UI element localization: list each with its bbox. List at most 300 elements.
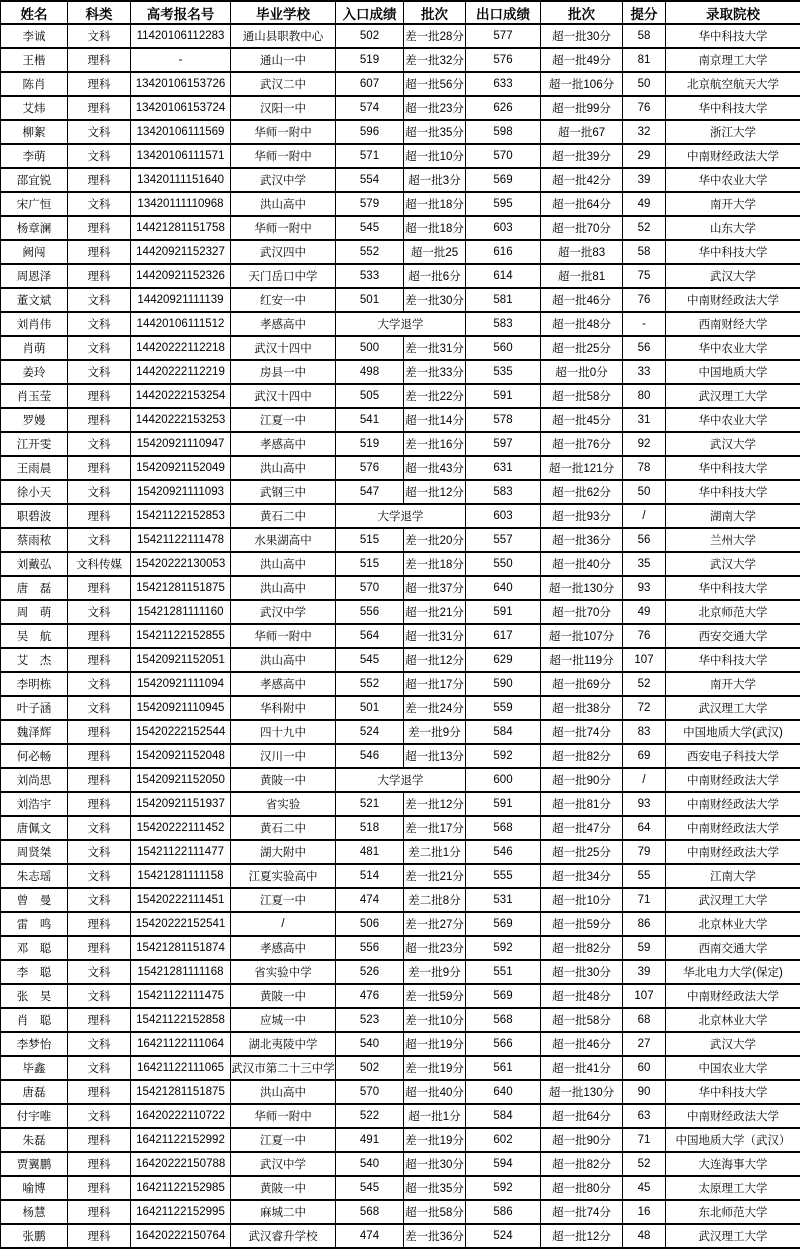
- cell-name: 朱磊: [1, 1128, 68, 1152]
- cell-exit_batch: 超一批67: [541, 120, 623, 144]
- cell-name: 肖玉莹: [1, 384, 68, 408]
- table-row: [1, 552, 800, 576]
- cell-exit_score: 531: [466, 888, 541, 912]
- cell-school: 华师一附中: [231, 144, 336, 168]
- cell-entry_score: 523: [336, 1008, 404, 1032]
- cell-entry_score: 568: [336, 1200, 404, 1224]
- cell-entry_batch: 差一批17分: [404, 816, 466, 840]
- cell-gain: 93: [623, 792, 666, 816]
- cell-school: 通山县职教中心: [231, 24, 336, 48]
- cell-exit_batch: 超一批82分: [541, 744, 623, 768]
- cell-exit_batch: 超一批76分: [541, 432, 623, 456]
- table-row: [1, 1032, 800, 1056]
- cell-exit_score: 550: [466, 552, 541, 576]
- cell-entry_batch: 超一批19分: [404, 1032, 466, 1056]
- cell-exit_score: 629: [466, 648, 541, 672]
- cell-gain: 48: [623, 1224, 666, 1248]
- cell-name: 肖萌: [1, 336, 68, 360]
- cell-exit_score: 626: [466, 96, 541, 120]
- cell-name: 蔡雨秾: [1, 528, 68, 552]
- cell-category: 文科: [68, 312, 131, 336]
- table-row: [1, 120, 800, 144]
- cell-name: 周恩泽: [1, 264, 68, 288]
- cell-exit_batch: 超一批47分: [541, 816, 623, 840]
- cell-gain: 49: [623, 192, 666, 216]
- cell-category: 理科: [68, 624, 131, 648]
- cell-exit_batch: 超一批64分: [541, 192, 623, 216]
- table-row: [1, 408, 800, 432]
- cell-gain: 50: [623, 480, 666, 504]
- cell-exit_batch: 超一批82分: [541, 936, 623, 960]
- cell-gain: 107: [623, 648, 666, 672]
- cell-exam_id: 13420111110968: [131, 192, 231, 216]
- cell-school: 孝感高中: [231, 672, 336, 696]
- cell-school: 孝感高中: [231, 312, 336, 336]
- cell-entry_score: 519: [336, 432, 404, 456]
- cell-exam_id: 15421281151874: [131, 936, 231, 960]
- cell-school: 水果湖高中: [231, 528, 336, 552]
- cell-category: 文科: [68, 816, 131, 840]
- cell-name: 张 昊: [1, 984, 68, 1008]
- cell-college: 武汉理工大学: [666, 696, 800, 720]
- cell-entry_score: 501: [336, 288, 404, 312]
- cell-college: 太原理工大学: [666, 1176, 800, 1200]
- cell-gain: 56: [623, 528, 666, 552]
- cell-exit_score: 551: [466, 960, 541, 984]
- cell-name: 艾炜: [1, 96, 68, 120]
- cell-exit_batch: 超一批59分: [541, 912, 623, 936]
- cell-category: 理科: [68, 1008, 131, 1032]
- cell-merged-entry_score: 大学退学: [336, 768, 466, 792]
- cell-exit_score: 569: [466, 912, 541, 936]
- cell-exit_score: 640: [466, 1080, 541, 1104]
- cell-exit_score: 616: [466, 240, 541, 264]
- cell-exit_batch: 超一批46分: [541, 1032, 623, 1056]
- table-row: [1, 1224, 800, 1248]
- cell-category: 理科: [68, 648, 131, 672]
- table-row: [1, 792, 800, 816]
- cell-gain: 92: [623, 432, 666, 456]
- cell-exit_batch: 超一批12分: [541, 1224, 623, 1248]
- cell-exam_id: 15420921152048: [131, 744, 231, 768]
- cell-exit_batch: 超一批130分: [541, 1080, 623, 1104]
- cell-college: 北京林业大学: [666, 1008, 800, 1032]
- cell-school: 武汉中学: [231, 168, 336, 192]
- table-row: [1, 168, 800, 192]
- cell-exam_id: 15421122152855: [131, 624, 231, 648]
- cell-name: 罗嫚: [1, 408, 68, 432]
- cell-gain: -: [623, 312, 666, 336]
- cell-entry_score: 574: [336, 96, 404, 120]
- cell-college: 兰州大学: [666, 528, 800, 552]
- cell-gain: 86: [623, 912, 666, 936]
- cell-college: 华中科技大学: [666, 456, 800, 480]
- cell-entry_score: 576: [336, 456, 404, 480]
- cell-exit_batch: 超一批74分: [541, 1200, 623, 1224]
- cell-entry_batch: 差一批18分: [404, 552, 466, 576]
- cell-college: 武汉大学: [666, 552, 800, 576]
- cell-category: 理科: [68, 936, 131, 960]
- cell-entry_score: 502: [336, 24, 404, 48]
- cell-exit_score: 566: [466, 1032, 541, 1056]
- cell-exit_batch: 超一批83: [541, 240, 623, 264]
- cell-entry_batch: 差一批33分: [404, 360, 466, 384]
- cell-gain: 64: [623, 816, 666, 840]
- cell-exit_score: 633: [466, 72, 541, 96]
- table-row: [1, 72, 800, 96]
- cell-name: 职碧波: [1, 504, 68, 528]
- cell-exit_batch: 超一批48分: [541, 312, 623, 336]
- cell-entry_score: 481: [336, 840, 404, 864]
- cell-category: 理科: [68, 1080, 131, 1104]
- cell-college: 西安电子科技大学: [666, 744, 800, 768]
- cell-exit_score: 583: [466, 312, 541, 336]
- cell-entry_batch: 差一批9分: [404, 960, 466, 984]
- cell-school: 江夏一中: [231, 1128, 336, 1152]
- cell-exit_score: 546: [466, 840, 541, 864]
- cell-school: 四十九中: [231, 720, 336, 744]
- cell-exit_batch: 超一批70分: [541, 216, 623, 240]
- table-row: [1, 840, 800, 864]
- cell-school: 黄陂一中: [231, 1176, 336, 1200]
- cell-school: 华师一附中: [231, 1104, 336, 1128]
- table-row: [1, 216, 800, 240]
- cell-school: 红安一中: [231, 288, 336, 312]
- cell-exit_score: 586: [466, 1200, 541, 1224]
- cell-exit_batch: 超一批39分: [541, 144, 623, 168]
- column-header-exam_id: 高考报名号: [131, 1, 231, 24]
- cell-school: /: [231, 912, 336, 936]
- cell-gain: 31: [623, 408, 666, 432]
- cell-exit_score: 568: [466, 816, 541, 840]
- column-header-entry_score: 入口成绩: [336, 1, 404, 24]
- cell-exam_id: 14420921111139: [131, 288, 231, 312]
- cell-college: 华北电力大学(保定): [666, 960, 800, 984]
- cell-exit_score: 592: [466, 1176, 541, 1200]
- cell-exit_batch: 超一批46分: [541, 288, 623, 312]
- cell-entry_batch: 超一批18分: [404, 192, 466, 216]
- cell-category: 理科: [68, 576, 131, 600]
- cell-exam_id: 14420106111512: [131, 312, 231, 336]
- cell-exam_id: 13420106153724: [131, 96, 231, 120]
- cell-gain: /: [623, 768, 666, 792]
- cell-exit_batch: 超一批74分: [541, 720, 623, 744]
- cell-exam_id: 14420222153253: [131, 408, 231, 432]
- cell-exit_batch: 超一批82分: [541, 1152, 623, 1176]
- cell-college: 华中科技大学: [666, 648, 800, 672]
- cell-college: 华中科技大学: [666, 480, 800, 504]
- cell-exit_score: 594: [466, 1152, 541, 1176]
- cell-entry_score: 596: [336, 120, 404, 144]
- cell-exam_id: 15420222152541: [131, 912, 231, 936]
- table-row: [1, 960, 800, 984]
- cell-category: 文科: [68, 360, 131, 384]
- cell-college: 中国农业大学: [666, 1056, 800, 1080]
- cell-name: 宋广恒: [1, 192, 68, 216]
- cell-exit_batch: 超一批81: [541, 264, 623, 288]
- cell-exit_score: 598: [466, 120, 541, 144]
- cell-name: 雷 鸣: [1, 912, 68, 936]
- cell-name: 贾翼鹏: [1, 1152, 68, 1176]
- cell-exit_batch: 超一批130分: [541, 576, 623, 600]
- cell-college: 武汉大学: [666, 1032, 800, 1056]
- cell-exit_batch: 超一批119分: [541, 648, 623, 672]
- cell-school: 华科附中: [231, 696, 336, 720]
- cell-school: 汉阳一中: [231, 96, 336, 120]
- cell-gain: 35: [623, 552, 666, 576]
- cell-category: 文科: [68, 696, 131, 720]
- cell-exit_batch: 超一批30分: [541, 24, 623, 48]
- cell-gain: 75: [623, 264, 666, 288]
- cell-school: 通山一中: [231, 48, 336, 72]
- table-row: [1, 360, 800, 384]
- cell-exit_batch: 超一批34分: [541, 864, 623, 888]
- cell-exam_id: 15421122111475: [131, 984, 231, 1008]
- cell-category: 理科: [68, 1152, 131, 1176]
- cell-entry_batch: 差一批36分: [404, 1224, 466, 1248]
- cell-category: 理科: [68, 768, 131, 792]
- cell-school: 孝感高中: [231, 936, 336, 960]
- cell-school: 洪山高中: [231, 576, 336, 600]
- cell-exam_id: 15420222111452: [131, 816, 231, 840]
- cell-exam_id: 16421122152995: [131, 1200, 231, 1224]
- cell-entry_batch: 差一批27分: [404, 912, 466, 936]
- cell-gain: 80: [623, 384, 666, 408]
- cell-college: 南京理工大学: [666, 48, 800, 72]
- cell-category: 文科: [68, 432, 131, 456]
- cell-exam_id: 13420106111569: [131, 120, 231, 144]
- table-row: [1, 624, 800, 648]
- cell-category: 文科: [68, 840, 131, 864]
- cell-exit_score: 591: [466, 384, 541, 408]
- cell-exam_id: 14420921152327: [131, 240, 231, 264]
- cell-school: 江夏一中: [231, 888, 336, 912]
- table-row: [1, 240, 800, 264]
- cell-entry_score: 546: [336, 744, 404, 768]
- table-row: [1, 264, 800, 288]
- cell-exit_score: 631: [466, 456, 541, 480]
- cell-exam_id: 15420921152051: [131, 648, 231, 672]
- cell-exam_id: 15420921151937: [131, 792, 231, 816]
- cell-exit_score: 584: [466, 720, 541, 744]
- cell-entry_batch: 超一批1分: [404, 1104, 466, 1128]
- table-row: [1, 48, 800, 72]
- cell-gain: 27: [623, 1032, 666, 1056]
- cell-name: 吴 航: [1, 624, 68, 648]
- cell-school: 应城一中: [231, 1008, 336, 1032]
- cell-exit_score: 561: [466, 1056, 541, 1080]
- cell-exam_id: 14420222112218: [131, 336, 231, 360]
- cell-entry_score: 526: [336, 960, 404, 984]
- cell-entry_score: 556: [336, 600, 404, 624]
- cell-entry_score: 545: [336, 1176, 404, 1200]
- cell-exit_score: 595: [466, 192, 541, 216]
- cell-school: 武钢三中: [231, 480, 336, 504]
- cell-exit_score: 559: [466, 696, 541, 720]
- cell-exit_score: 581: [466, 288, 541, 312]
- cell-exam_id: -: [131, 48, 231, 72]
- table-row: [1, 912, 800, 936]
- cell-exam_id: 14421281151758: [131, 216, 231, 240]
- cell-entry_batch: 差一批16分: [404, 432, 466, 456]
- cell-exit_score: 560: [466, 336, 541, 360]
- cell-entry_batch: 超一批17分: [404, 672, 466, 696]
- cell-exam_id: 16420222150788: [131, 1152, 231, 1176]
- cell-exam_id: 15421281111158: [131, 864, 231, 888]
- cell-name: 刘戴弘: [1, 552, 68, 576]
- cell-exam_id: 16421122152985: [131, 1176, 231, 1200]
- table-row: [1, 504, 800, 528]
- cell-name: 毕鑫: [1, 1056, 68, 1080]
- cell-exit_score: 614: [466, 264, 541, 288]
- column-header-exit_batch: 批次: [541, 1, 623, 24]
- cell-exam_id: 15421122152858: [131, 1008, 231, 1032]
- cell-college: 华中农业大学: [666, 408, 800, 432]
- table-header: [1, 1, 800, 24]
- table-row: [1, 696, 800, 720]
- cell-school: 天门岳口中学: [231, 264, 336, 288]
- cell-name: 李梦怡: [1, 1032, 68, 1056]
- table-row: [1, 96, 800, 120]
- cell-name: 朱志瑶: [1, 864, 68, 888]
- table-row: [1, 720, 800, 744]
- cell-exit_batch: 超一批42分: [541, 168, 623, 192]
- cell-gain: 56: [623, 336, 666, 360]
- cell-category: 文科传媒: [68, 552, 131, 576]
- cell-entry_score: 476: [336, 984, 404, 1008]
- cell-exit_score: 578: [466, 408, 541, 432]
- cell-exit_batch: 超一批107分: [541, 624, 623, 648]
- cell-college: 北京师范大学: [666, 600, 800, 624]
- cell-name: 李诚: [1, 24, 68, 48]
- cell-college: 华中科技大学: [666, 576, 800, 600]
- cell-gain: 50: [623, 72, 666, 96]
- table-row: [1, 864, 800, 888]
- cell-entry_batch: 差一批59分: [404, 984, 466, 1008]
- cell-exam_id: 14420222153254: [131, 384, 231, 408]
- cell-entry_score: 518: [336, 816, 404, 840]
- cell-entry_score: 502: [336, 1056, 404, 1080]
- cell-exit_score: 524: [466, 1224, 541, 1248]
- cell-name: 王楷: [1, 48, 68, 72]
- cell-exit_batch: 超一批25分: [541, 336, 623, 360]
- cell-entry_batch: 差二批8分: [404, 888, 466, 912]
- cell-exit_batch: 超一批121分: [541, 456, 623, 480]
- cell-category: 文科: [68, 1104, 131, 1128]
- cell-gain: 81: [623, 48, 666, 72]
- cell-gain: 52: [623, 672, 666, 696]
- cell-exit_score: 569: [466, 984, 541, 1008]
- cell-college: 中南财经政法大学: [666, 984, 800, 1008]
- table-row: [1, 312, 800, 336]
- cell-name: 唐佩文: [1, 816, 68, 840]
- cell-entry_score: 533: [336, 264, 404, 288]
- cell-exit_score: 584: [466, 1104, 541, 1128]
- cell-exam_id: 16420222110722: [131, 1104, 231, 1128]
- cell-college: 湖南大学: [666, 504, 800, 528]
- cell-entry_score: 522: [336, 1104, 404, 1128]
- cell-gain: 63: [623, 1104, 666, 1128]
- cell-name: 叶子涵: [1, 696, 68, 720]
- cell-exit_batch: 超一批70分: [541, 600, 623, 624]
- cell-gain: 76: [623, 96, 666, 120]
- table-row: [1, 1056, 800, 1080]
- cell-entry_score: 571: [336, 144, 404, 168]
- cell-gain: 93: [623, 576, 666, 600]
- cell-name: 董文斌: [1, 288, 68, 312]
- cell-category: 文科: [68, 600, 131, 624]
- cell-school: 麻城二中: [231, 1200, 336, 1224]
- cell-name: 阙闯: [1, 240, 68, 264]
- cell-entry_score: 498: [336, 360, 404, 384]
- cell-school: 华师一附中: [231, 216, 336, 240]
- cell-name: 李 聪: [1, 960, 68, 984]
- cell-exit_batch: 超一批40分: [541, 552, 623, 576]
- cell-exit_batch: 超一批0分: [541, 360, 623, 384]
- cell-name: 艾 杰: [1, 648, 68, 672]
- cell-entry_score: 540: [336, 1152, 404, 1176]
- cell-entry_batch: 差二批1分: [404, 840, 466, 864]
- cell-college: 西南财经大学: [666, 312, 800, 336]
- cell-exit_batch: 超一批69分: [541, 672, 623, 696]
- cell-entry_score: 545: [336, 216, 404, 240]
- cell-entry_score: 521: [336, 792, 404, 816]
- table-row: [1, 528, 800, 552]
- cell-category: 理科: [68, 792, 131, 816]
- cell-school: 江夏一中: [231, 408, 336, 432]
- cell-exam_id: 16421122111064: [131, 1032, 231, 1056]
- table-row: [1, 600, 800, 624]
- cell-category: 文科: [68, 888, 131, 912]
- cell-exam_id: 15420222130053: [131, 552, 231, 576]
- cell-exam_id: 14420222112219: [131, 360, 231, 384]
- cell-college: 中南财经政法大学: [666, 288, 800, 312]
- cell-exam_id: 14420921152326: [131, 264, 231, 288]
- cell-exam_id: 15420921152050: [131, 768, 231, 792]
- cell-school: 黄陂一中: [231, 984, 336, 1008]
- table-row: [1, 1128, 800, 1152]
- cell-gain: 29: [623, 144, 666, 168]
- cell-gain: 68: [623, 1008, 666, 1032]
- cell-exit_score: 568: [466, 1008, 541, 1032]
- column-header-name: 姓名: [1, 1, 68, 24]
- cell-exam_id: 16421122152992: [131, 1128, 231, 1152]
- cell-name: 邓 聪: [1, 936, 68, 960]
- cell-gain: 52: [623, 216, 666, 240]
- cell-exit_score: 602: [466, 1128, 541, 1152]
- cell-exam_id: 13420111151640: [131, 168, 231, 192]
- cell-college: 中国地质大学(武汉): [666, 720, 800, 744]
- cell-school: 华师一附中: [231, 624, 336, 648]
- cell-exit_score: 600: [466, 768, 541, 792]
- cell-exit_batch: 超一批58分: [541, 384, 623, 408]
- cell-gain: 71: [623, 888, 666, 912]
- column-header-category: 科类: [68, 1, 131, 24]
- cell-exit_score: 597: [466, 432, 541, 456]
- cell-gain: 76: [623, 624, 666, 648]
- cell-entry_score: 545: [336, 648, 404, 672]
- cell-college: 武汉理工大学: [666, 888, 800, 912]
- cell-exit_batch: 超一批81分: [541, 792, 623, 816]
- cell-school: 省实验: [231, 792, 336, 816]
- cell-entry_batch: 超一批56分: [404, 72, 466, 96]
- cell-exam_id: 15420921111094: [131, 672, 231, 696]
- cell-exit_score: 640: [466, 576, 541, 600]
- cell-school: 湖大附中: [231, 840, 336, 864]
- cell-exit_score: 591: [466, 792, 541, 816]
- table-row: [1, 1200, 800, 1224]
- cell-entry_score: 524: [336, 720, 404, 744]
